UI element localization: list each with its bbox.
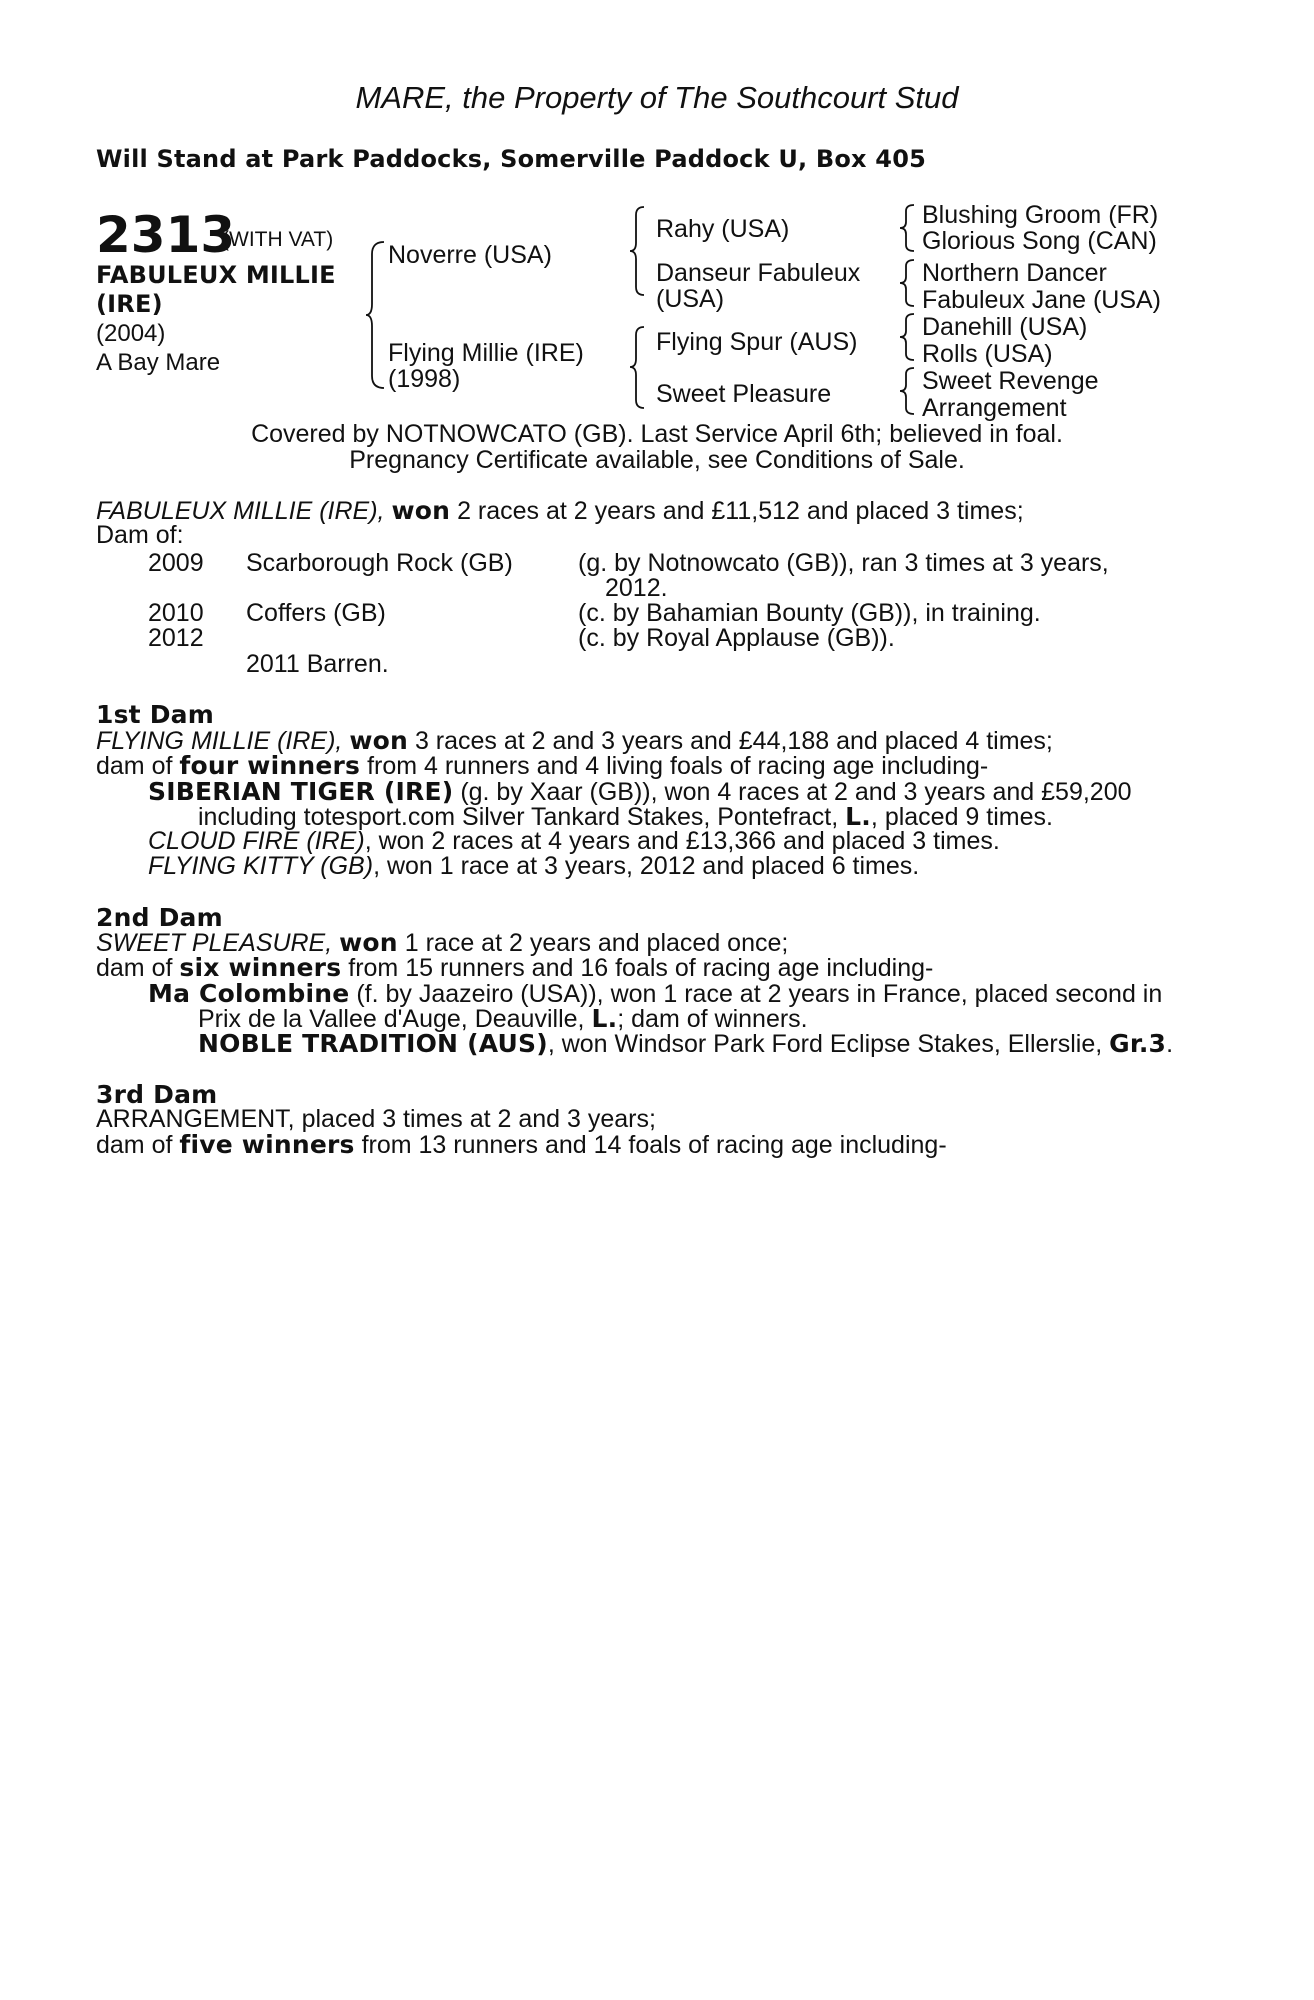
pedigree-brace-g2 [900, 258, 918, 308]
pedigree-brace-g3 [900, 312, 918, 362]
pedigree-g3: Northern Dancer [922, 259, 1107, 287]
produce-name: Scarborough Rock (GB) [246, 549, 513, 577]
pedigree-brace-g4 [900, 366, 918, 416]
pedigree-sire-dam-2: (USA) [656, 285, 725, 313]
produce-barren: 2011 Barren. [246, 650, 389, 678]
pedigree-dam-year: (1998) [388, 365, 461, 393]
first-dam-line-4: including totesport.com Silver Tankard Stakes, Pontefract, L., placed 9 times. [198, 802, 1053, 831]
second-dam-line-3: Ma Colombine (f. by Jaazeiro (USA)), won 1 race at 2 years in France, placed second in [148, 979, 1163, 1008]
produce-year: 2012 [148, 624, 204, 652]
pedigree-g2: Glorious Song (CAN) [922, 227, 1157, 255]
pedigree-g4: Fabuleux Jane (USA) [922, 286, 1162, 314]
horse-year: (2004) [96, 320, 166, 347]
pedigree-brace-dam [630, 325, 648, 410]
first-dam-line-5: CLOUD FIRE (IRE), won 2 races at 4 years and £13,366 and placed 3 times. [148, 827, 1000, 855]
second-dam-line-1: SWEET PLEASURE, won 1 race at 2 years and placed once; [96, 928, 789, 957]
third-dam-heading: 3rd Dam [96, 1080, 218, 1109]
page-title: MARE, the Property of The Southcourt Stud [355, 80, 959, 115]
produce-details-cont: 2012. [605, 574, 668, 602]
sale-location: Will Stand at Park Paddocks, Somerville Paddock U, Box 405 [96, 145, 926, 173]
pedigree-brace-sire [630, 205, 648, 297]
third-dam-line-1: ARRANGEMENT, placed 3 times at 2 and 3 years; [96, 1105, 656, 1133]
produce-details: (c. by Bahamian Bounty (GB)), in training. [578, 599, 1041, 627]
horse-name-line1: FABULEUX MILLIE [96, 261, 336, 289]
pedigree-g6: Rolls (USA) [922, 340, 1053, 368]
pedigree-g7: Sweet Revenge [922, 367, 1099, 395]
first-dam-line-6: FLYING KITTY (GB), won 1 race at 3 years, 2012 and placed 6 times. [148, 852, 920, 880]
second-dam-line-5: NOBLE TRADITION (AUS), won Windsor Park Ford Eclipse Stakes, Ellerslie, Gr.3. [198, 1029, 1174, 1058]
pedigree-g8: Arrangement [922, 394, 1067, 422]
pedigree-g5: Danehill (USA) [922, 313, 1088, 341]
pedigree-sire-dam-1: Danseur Fabuleux [656, 259, 861, 287]
horse-description: A Bay Mare [96, 349, 221, 376]
pedigree-dam-sire: Flying Spur (AUS) [656, 328, 858, 356]
third-dam-line-2: dam of five winners from 13 runners and 14 foals of racing age including- [96, 1130, 947, 1159]
first-dam-heading: 1st Dam [96, 700, 215, 729]
produce-year: 2010 [148, 599, 204, 627]
pedigree-dam-name: Flying Millie (IRE) [388, 339, 584, 367]
produce-intro: FABULEUX MILLIE (IRE), won 2 races at 2 years and £11,512 and placed 3 times; [96, 496, 1024, 525]
pedigree-brace-g1 [900, 203, 918, 253]
second-dam-line-4: Prix de la Vallee d'Auge, Deauville, L.; dam of winners. [198, 1004, 808, 1033]
pedigree-brace-main [366, 240, 388, 390]
first-dam-line-2: dam of four winners from 4 runners and 4 living foals of racing age including- [96, 751, 989, 780]
first-dam-line-3: SIBERIAN TIGER (IRE) (g. by Xaar (GB)), won 4 races at 2 and 3 years and £59,200 [148, 777, 1132, 806]
second-dam-line-2: dam of six winners from 15 runners and 16 foals of racing age including- [96, 953, 934, 982]
second-dam-heading: 2nd Dam [96, 903, 223, 932]
produce-details: (c. by Royal Applause (GB)). [578, 624, 895, 652]
cover-line-2: Pregnancy Certificate available, see Conditions of Sale. [349, 446, 965, 474]
produce-name: Coffers (GB) [246, 599, 386, 627]
pedigree-sire: Noverre (USA) [388, 241, 552, 269]
pedigree-dam-dam: Sweet Pleasure [656, 380, 832, 408]
lot-number: 2313 [96, 206, 236, 264]
first-dam-line-1: FLYING MILLIE (IRE), won 3 races at 2 and 3 years and £44,188 and placed 4 times; [96, 726, 1053, 755]
produce-dam-of: Dam of: [96, 521, 184, 549]
pedigree-sire-sire: Rahy (USA) [656, 215, 790, 243]
horse-name-line2: (IRE) [96, 290, 163, 318]
pedigree-g1: Blushing Groom (FR) [922, 201, 1159, 229]
cover-line-1: Covered by NOTNOWCATO (GB). Last Service April 6th; believed in foal. [251, 420, 1063, 448]
horse-identity [96, 261, 336, 377]
vat-label: (WITH VAT) [222, 228, 334, 251]
produce-year: 2009 [148, 549, 204, 577]
produce-details: (g. by Notnowcato (GB)), ran 3 times at 3 years, [578, 549, 1109, 577]
